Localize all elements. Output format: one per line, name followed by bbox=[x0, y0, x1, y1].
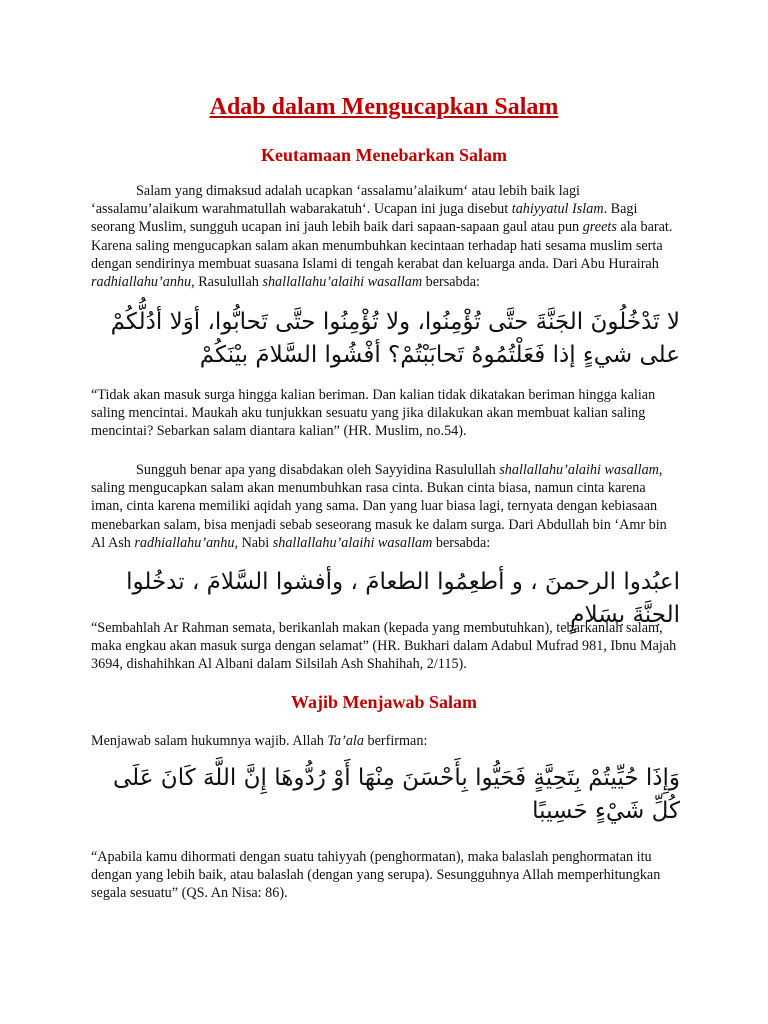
paragraph-wajib bbox=[91, 732, 679, 750]
paragraph-intro bbox=[91, 182, 679, 291]
paragraph-explanation bbox=[91, 461, 679, 552]
translation-hadith-1: “Tidak akan masuk surga hingga kalian beriman. Dan kalian tidak dikatakan beriman hingga kalian saling mencintai. Maukah aku tunjukkan sesuatu yang jika dilakukan akan membuat kalian saling mencintai? Sebarkan salam diantara kalian” (HR. Muslim, no.54). bbox=[91, 387, 656, 440]
translation-hadith-2: “Sembahlah Ar Rahman semata, berikanlah makan (kepada yang membutuhkan), tebarkanlah salam, maka engkau akan masuk surga dengan selamat” (HR. Bukhari dalam Adabul Mufrad 981, Ibnu Majah 3694, dishahihkan Al Albani dalam Silsilah Ash Shahihah, 2/115). bbox=[91, 620, 677, 673]
arabic-verse: وَإِذَا حُيِّيتُمْ بِتَحِيَّةٍ فَحَيُّوا بِأَحْسَنَ مِنْهَا أَوْ رُدُّوهَا إِنَّ اللَّهَ كَانَ عَلَى كُلِّ شَيْءٍ حَسِيبًا bbox=[112, 765, 680, 824]
text: bersabda: bbox=[422, 274, 480, 291]
text: . Bagi seorang Muslim, sungguh ucapan ini jauh lebih baik dari sapaan-sapaan gaul atau pun bbox=[91, 201, 638, 236]
text: Salam yang dimaksud adalah ucapkan ‘assalamu’alaikum‘ atau lebih baik lagi ‘assalamu’alaikum warahmatullah wabarakatuh‘. Ucapan ini juga disebut bbox=[91, 183, 580, 218]
italic-term: radhiallahu’anhu bbox=[91, 274, 192, 291]
section-heading-keutamaan: Keutamaan Menebarkan Salam bbox=[260, 145, 507, 165]
text: Sungguh benar apa yang disabdakan oleh Sayyidina Rasulullah bbox=[136, 462, 500, 478]
text: , saling mengucapkan salam akan menumbuhkan rasa cinta. Bukan cinta biasa, namun cinta karena iman, cinta karena memiliki aqidah yang sama. Dan yang luar biasa lagi, ternyata dengan kebiasaan menebarkan salam, bisa menjadi sebab seseorang masuk ke dalam surga. Dari Abdullah bin ‘Amr bin Al Ash bbox=[91, 462, 667, 551]
page-title: Adab dalam Mengucapkan Salam bbox=[209, 94, 559, 120]
text: berfirman: bbox=[363, 733, 428, 749]
text: , Nabi bbox=[234, 534, 273, 551]
italic-term: shallallahu’alaihi wasallam bbox=[499, 462, 659, 478]
italic-term: radhiallahu’anhu bbox=[134, 534, 235, 551]
arabic-hadith-2: اعبُدوا الرحمنَ ، و أطعِمُوا الطعامَ ، وأفشوا السَّلامَ ، تدخُلوا الجنَّةَ بسَلامٍ bbox=[126, 569, 680, 628]
italic-term: Ta’ala bbox=[327, 733, 364, 749]
italic-term: shallallahu’alaihi wasallam bbox=[262, 274, 423, 291]
text: bersabda: bbox=[432, 534, 491, 551]
text: ala barat. Karena saling mengucapkan salam akan menumbuhkan kecintaan terhadap hati sesama muslim serta dengan sendirinya membuat suasana Islami di tengah kerabat dan keluarga anda. Dari Abu Hurairah bbox=[91, 219, 673, 272]
italic-term: greets bbox=[582, 219, 617, 236]
translation-verse: “Apabila kamu dihormati dengan suatu tahiyyah (penghormatan), maka balaslah penghormatan itu dengan yang lebih baik, atau balaslah (dengan yang serupa). Sesungguhnya Allah memperhitungkan segala sesuatu” (QS. An Nisa: 86). bbox=[91, 849, 661, 902]
text: Menjawab salam hukumnya wajib. Allah bbox=[91, 733, 328, 749]
text: , Rasulullah bbox=[191, 274, 263, 291]
italic-term: shallallahu’alaihi wasallam bbox=[272, 534, 433, 551]
italic-term: tahiyyatul Islam bbox=[511, 201, 604, 218]
section-heading-wajib: Wajib Menjawab Salam bbox=[290, 692, 477, 712]
arabic-hadith-1: لا تَدْخُلُونَ الجَنَّةَ حتَّى تُؤْمِنُوا، ولا تُؤْمِنُوا حتَّى تَحابُّوا، أوَلا أدُلُّكُمْ على شيءٍ إذا فَعَلْتُمُوهُ تَحابَبْتُمْ؟ أفْشُوا السَّلامَ بيْنَكُمْ bbox=[110, 309, 680, 368]
